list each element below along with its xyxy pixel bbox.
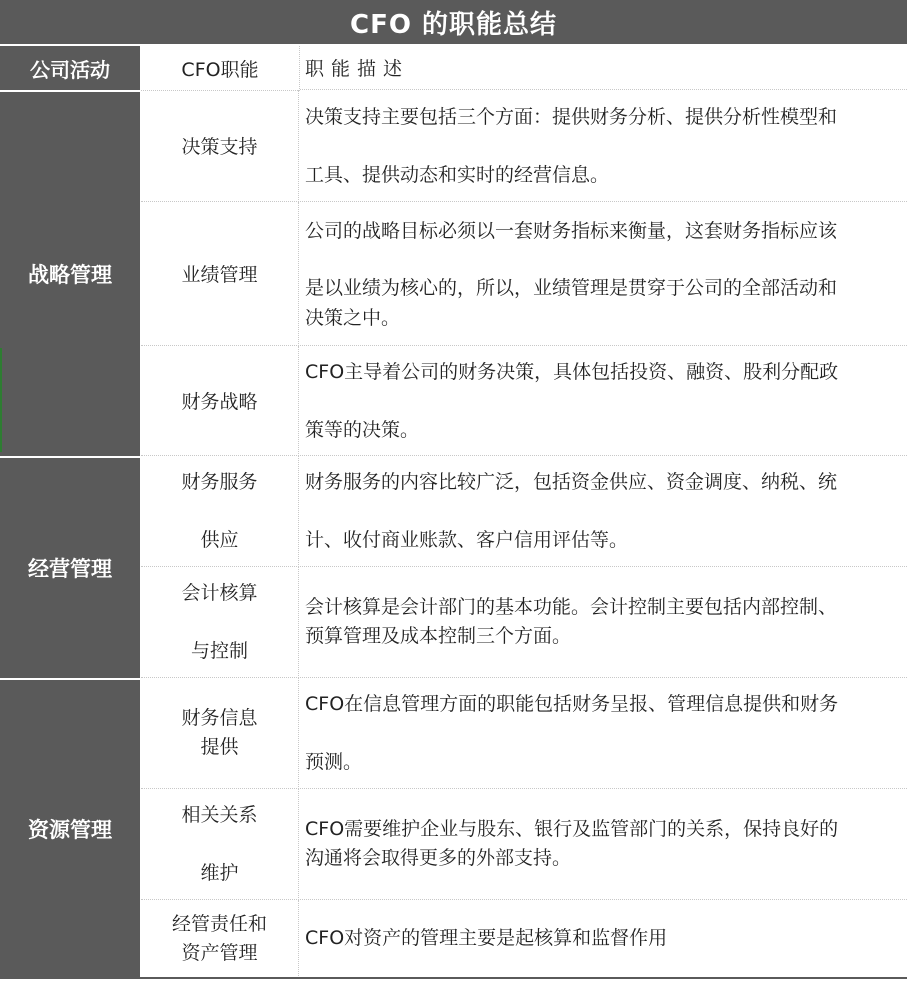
func-cell: 经管责任和 资产管理 (141, 900, 299, 978)
func-cell: 财务服务 供应 (141, 456, 299, 567)
desc-line: 沟通将会取得更多的外部支持。 (305, 847, 572, 869)
func-cell: 财务战略 (141, 346, 299, 456)
cell-selection-edge (0, 348, 2, 452)
desc-cell (300, 900, 907, 978)
desc-cell (300, 456, 907, 567)
header-function: CFO职能 (141, 46, 300, 91)
desc-line: CFO需要维护企业与股东、银行及监管部门的关系，保持良好的 (305, 818, 839, 840)
desc-line: 会计核算是会计部门的基本功能。会计控制主要包括内部控制、 (305, 596, 838, 618)
desc-line: CFO对资产的管理主要是起核算和监督作用 (305, 927, 668, 949)
desc-cell (300, 90, 907, 202)
desc-line: 策等的决策。 (305, 418, 420, 441)
desc-cell (300, 202, 907, 346)
header-description: 职能描述 (300, 46, 907, 90)
desc-line: 决策之中。 (305, 307, 401, 329)
func-cell: 会计核算 与控制 (141, 567, 299, 678)
desc-cell (300, 789, 907, 900)
sheet-title: CFO 的职能总结 (0, 0, 907, 46)
desc-cell (300, 567, 907, 678)
desc-line: CFO在信息管理方面的职能包括财务呈报、管理信息提供和财务 (305, 693, 839, 715)
desc-line: 预测。 (305, 751, 363, 773)
func-cell: 业绩管理 (141, 202, 299, 346)
header-activity: 公司活动 (0, 46, 141, 90)
bottom-border (0, 977, 907, 979)
desc-line: CFO主导着公司的财务决策，具体包括投资、融资、股利分配政 (305, 360, 839, 383)
desc-cell (300, 346, 907, 456)
desc-line: 决策支持主要包括三个方面：提供财务分析、提供分析性模型和 (305, 105, 838, 128)
group-strategy: 战略管理 (0, 90, 140, 456)
group-resources: 资源管理 (0, 678, 140, 978)
desc-line: 工具、提供动态和实时的经营信息。 (305, 163, 610, 186)
func-cell: 决策支持 (141, 90, 299, 202)
desc-line: 计、收付商业账款、客户信用评估等。 (305, 529, 629, 551)
group-operations: 经营管理 (0, 456, 140, 678)
desc-line: 是以业绩为核心的，所以，业绩管理是贯穿于公司的全部活动和 (305, 277, 838, 299)
func-cell: 相关关系 维护 (141, 789, 299, 900)
desc-cell (300, 678, 907, 789)
desc-line: 预算管理及成本控制三个方面。 (305, 625, 572, 647)
func-cell: 财务信息 提供 (141, 678, 299, 789)
desc-line: 财务服务的内容比较广泛，包括资金供应、资金调度、纳税、统 (305, 471, 838, 493)
desc-line: 公司的战略目标必须以一套财务指标来衡量，这套财务指标应该 (305, 220, 838, 242)
